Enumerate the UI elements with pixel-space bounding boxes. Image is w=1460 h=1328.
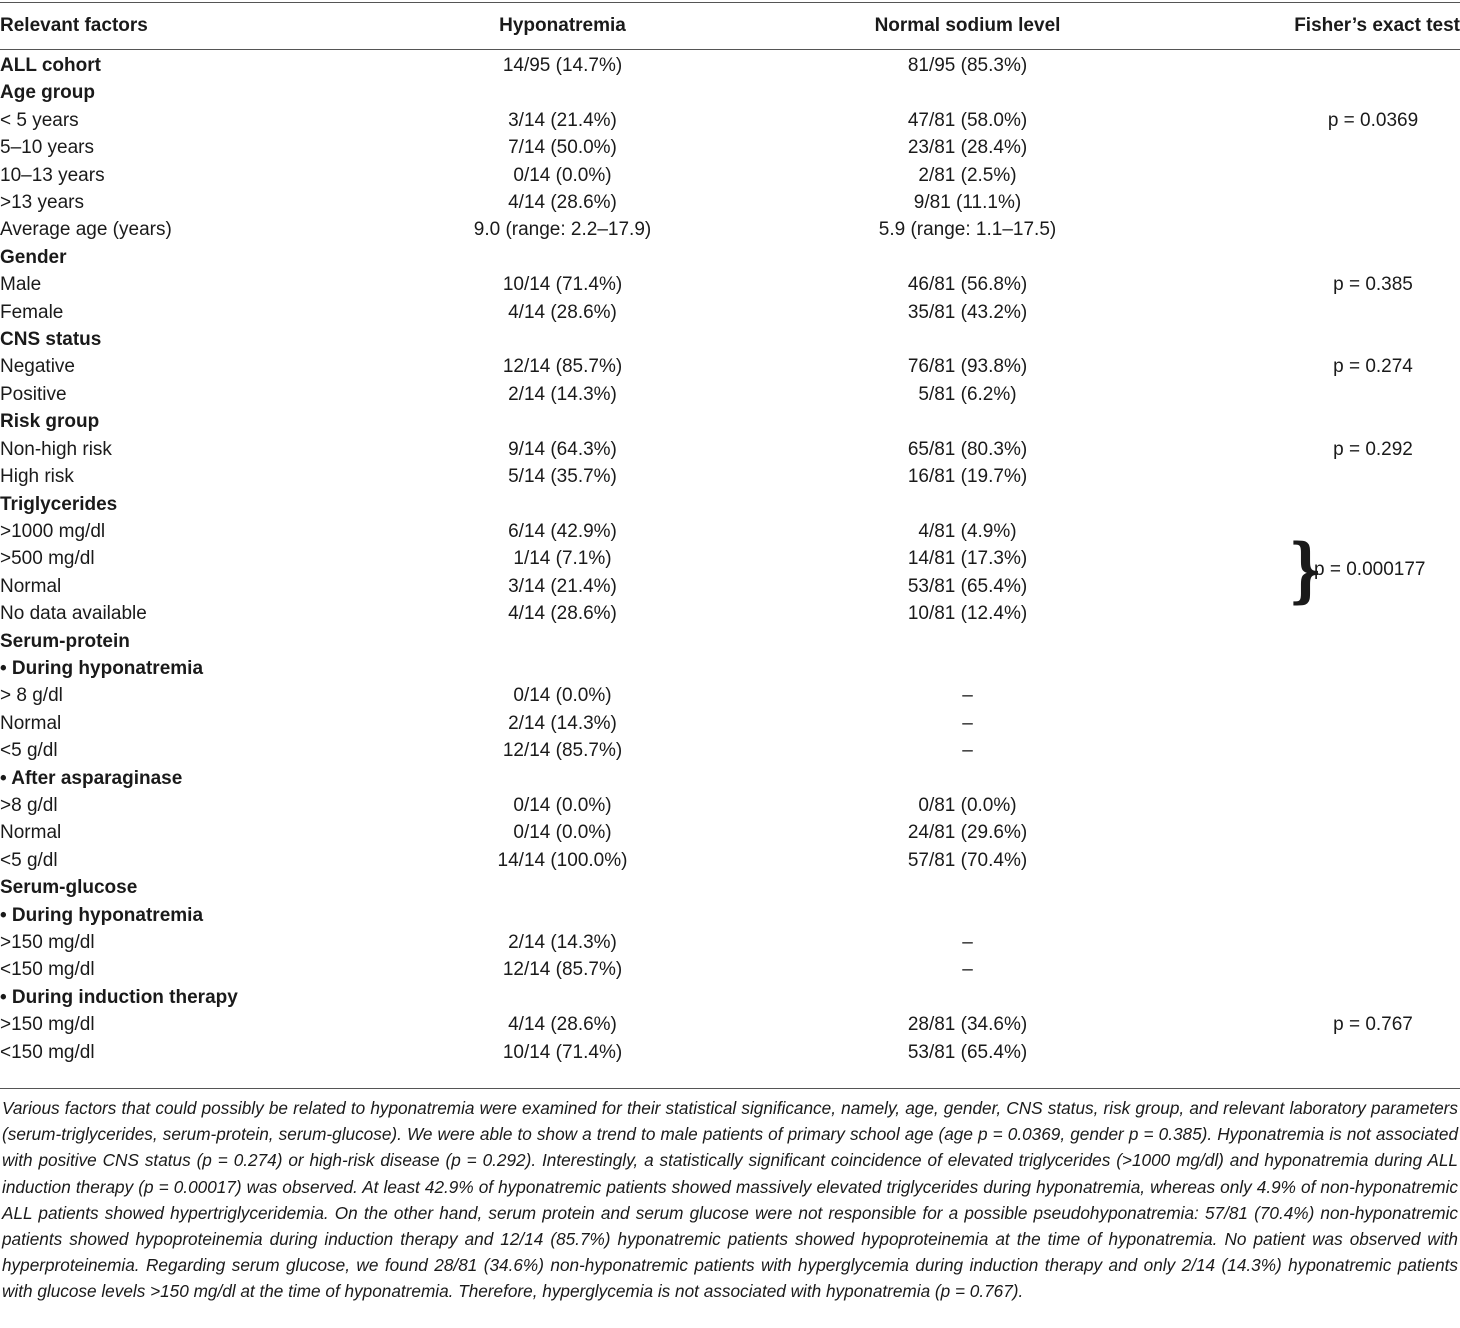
normal-sodium-value: 4/81 (4.9%): [918, 520, 1017, 542]
p-value: [1230, 792, 1460, 819]
p-value: [1230, 682, 1460, 709]
hyponatremia-value: [420, 984, 705, 1011]
p-value-text: p = 0.767: [1333, 1014, 1413, 1036]
p-value: [1230, 628, 1460, 655]
table-body: [0, 52, 1460, 1066]
table-row: [0, 874, 1460, 901]
normal-sodium-value: 0/81 (0.0%): [918, 794, 1017, 816]
table-row: [0, 107, 1460, 134]
normal-sodium-value: 5/81 (6.2%): [918, 383, 1017, 405]
table-bottom-rule: [0, 1088, 1460, 1089]
hyponatremia-value: 0/14 (0.0%): [513, 685, 612, 707]
p-value-text: p = 0.0369: [1327, 109, 1419, 131]
p-value: [1230, 929, 1460, 956]
p-value: [1230, 52, 1460, 79]
header-relevant-factors: Relevant factors: [0, 15, 148, 36]
p-value: [1230, 847, 1460, 874]
hyponatremia-value: 2/14 (14.3%): [508, 712, 617, 734]
header-fishers-test: Fisher’s exact test: [1294, 15, 1460, 36]
p-value: [1230, 244, 1460, 271]
hyponatremia-value: 7/14 (50.0%): [508, 137, 617, 159]
hyponatremia-value: 9/14 (64.3%): [508, 438, 617, 460]
p-value: [1230, 1011, 1460, 1038]
hyponatremia-value: 3/14 (21.4%): [508, 575, 617, 597]
p-value: [1230, 710, 1460, 737]
hyponatremia-value: [420, 628, 705, 655]
hyponatremia-value: 4/14 (28.6%): [508, 301, 617, 323]
table-row: [0, 545, 1460, 572]
table-row: [0, 244, 1460, 271]
row-label: • During induction therapy: [0, 986, 238, 1008]
p-value: [1230, 326, 1460, 353]
p-value: [1230, 216, 1460, 243]
row-label: <150 mg/dl: [0, 959, 95, 981]
hyponatremia-value: [420, 408, 705, 435]
header-normal-sodium: Normal sodium level: [874, 15, 1061, 36]
hyponatremia-value: [420, 902, 705, 929]
hyponatremia-value: 3/14 (21.4%): [508, 109, 617, 131]
table-row: [0, 134, 1460, 161]
row-label: >8 g/dl: [0, 794, 58, 816]
normal-sodium-value: 28/81 (34.6%): [907, 1014, 1028, 1036]
normal-sodium-value: –: [962, 932, 973, 953]
hyponatremia-value: 0/14 (0.0%): [513, 164, 612, 186]
row-label: Serum-protein: [0, 630, 130, 652]
p-value-text: p = 0.274: [1333, 356, 1413, 378]
normal-sodium-value: [705, 79, 1230, 106]
hyponatremia-value: 9.0 (range: 2.2–17.9): [473, 219, 652, 241]
normal-sodium-value: 81/95 (85.3%): [907, 55, 1028, 76]
p-value: [1230, 737, 1460, 764]
normal-sodium-value: 47/81 (58.0%): [907, 109, 1028, 131]
p-value: [1230, 134, 1460, 161]
hyponatremia-value: 4/14 (28.6%): [508, 192, 617, 214]
hyponatremia-value: 12/14 (85.7%): [502, 959, 623, 981]
row-label: Male: [0, 274, 42, 296]
header-hyponatremia: Hyponatremia: [499, 15, 626, 36]
row-label: Normal: [0, 822, 62, 844]
table-row: [0, 216, 1460, 243]
normal-sodium-value: 65/81 (80.3%): [907, 438, 1028, 460]
normal-sodium-value: 14/81 (17.3%): [907, 548, 1028, 570]
normal-sodium-value: [705, 902, 1230, 929]
normal-sodium-value: [705, 326, 1230, 353]
hyponatremia-value: 10/14 (71.4%): [502, 274, 623, 296]
p-value: [1230, 655, 1460, 682]
hyponatremia-value: 2/14 (14.3%): [508, 932, 617, 953]
hyponatremia-value: 14/14 (100.0%): [497, 849, 628, 871]
hyponatremia-value: 12/14 (85.7%): [502, 356, 623, 378]
p-value: [1230, 874, 1460, 901]
row-label: Normal: [0, 575, 62, 597]
p-value: [1230, 271, 1460, 298]
table-row: [0, 408, 1460, 435]
p-value: [1230, 107, 1460, 134]
p-value: [1230, 819, 1460, 846]
normal-sodium-value: 35/81 (43.2%): [907, 301, 1028, 323]
hyponatremia-value: 2/14 (14.3%): [508, 383, 617, 405]
normal-sodium-value: –: [962, 712, 973, 734]
table-row: [0, 436, 1460, 463]
normal-sodium-value: –: [962, 959, 973, 981]
table-row: [0, 573, 1460, 600]
normal-sodium-value: [705, 765, 1230, 792]
table-row: [0, 600, 1460, 627]
triglycerides-p-value: p = 0.000177: [1314, 559, 1426, 580]
normal-sodium-value: 57/81 (70.4%): [907, 849, 1028, 871]
table-row: [0, 79, 1460, 106]
row-label: Average age (years): [0, 219, 172, 241]
p-value: [1230, 765, 1460, 792]
table-row: [0, 189, 1460, 216]
table-row: [0, 1011, 1460, 1038]
hyponatremia-value: [420, 326, 705, 353]
row-label: Triglycerides: [0, 493, 118, 515]
table-row: [0, 655, 1460, 682]
row-label: • After asparaginase: [0, 767, 183, 789]
table-row: [0, 819, 1460, 846]
table-row: [0, 847, 1460, 874]
row-label: Normal: [0, 712, 62, 734]
hyponatremia-value: [420, 765, 705, 792]
normal-sodium-value: 2/81 (2.5%): [918, 164, 1017, 186]
row-label: Serum-glucose: [0, 877, 138, 899]
normal-sodium-value: 23/81 (28.4%): [907, 137, 1028, 159]
table-row: [0, 682, 1460, 709]
row-label: • During hyponatremia: [0, 657, 204, 679]
p-value: [1230, 600, 1460, 627]
table-row: [0, 299, 1460, 326]
row-label: Gender: [0, 246, 67, 268]
normal-sodium-value: 53/81 (65.4%): [907, 1041, 1028, 1063]
table-row: [0, 737, 1460, 764]
row-label: Non-high risk: [0, 438, 112, 460]
row-label: >13 years: [0, 192, 84, 214]
table-row: [0, 353, 1460, 380]
row-label: • During hyponatremia: [0, 904, 204, 926]
table-row: [0, 792, 1460, 819]
p-value-text: p = 0.385: [1333, 274, 1413, 296]
hyponatremia-value: 1/14 (7.1%): [513, 548, 612, 570]
p-value: [1230, 189, 1460, 216]
hyponatremia-value: 14/95 (14.7%): [502, 55, 623, 76]
p-value: [1230, 902, 1460, 929]
normal-sodium-value: 16/81 (19.7%): [907, 466, 1028, 488]
row-label: Negative: [0, 356, 75, 378]
normal-sodium-value: 24/81 (29.6%): [907, 822, 1028, 844]
normal-sodium-value: 5.9 (range: 1.1–17.5): [878, 219, 1057, 241]
p-value: [1230, 436, 1460, 463]
p-value: [1230, 491, 1460, 518]
p-value: [1230, 1039, 1460, 1066]
normal-sodium-value: [705, 491, 1230, 518]
row-label: Positive: [0, 383, 67, 405]
normal-sodium-value: 9/81 (11.1%): [913, 192, 1022, 214]
normal-sodium-value: [705, 244, 1230, 271]
row-label: >150 mg/dl: [0, 932, 95, 953]
hyponatremia-value: [420, 491, 705, 518]
row-label: Female: [0, 301, 64, 323]
row-label: CNS status: [0, 329, 102, 351]
table-row: [0, 52, 1460, 79]
row-label: Age group: [0, 82, 95, 104]
table-row: [0, 710, 1460, 737]
hyponatremia-value: 4/14 (28.6%): [508, 603, 617, 625]
hyponatremia-value: 0/14 (0.0%): [513, 822, 612, 844]
p-value: [1230, 79, 1460, 106]
row-label: Risk group: [0, 411, 100, 433]
table-row: [0, 162, 1460, 189]
table-row: [0, 765, 1460, 792]
hyponatremia-value: [420, 655, 705, 682]
normal-sodium-value: 53/81 (65.4%): [907, 575, 1028, 597]
table-row: [0, 956, 1460, 983]
row-label: 10–13 years: [0, 164, 105, 186]
table-row: [0, 381, 1460, 408]
row-label: <5 g/dl: [0, 849, 58, 871]
table-header-row: [0, 0, 1460, 52]
table-row: [0, 984, 1460, 1011]
normal-sodium-value: [705, 628, 1230, 655]
p-value: [1230, 463, 1460, 490]
row-label: No data available: [0, 603, 147, 625]
table-row: [0, 929, 1460, 956]
row-label: High risk: [0, 466, 74, 488]
hyponatremia-value: 5/14 (35.7%): [508, 466, 617, 488]
table-row: [0, 628, 1460, 655]
row-label: 5–10 years: [0, 137, 95, 159]
row-label: <150 mg/dl: [0, 1041, 95, 1063]
p-value: [1230, 408, 1460, 435]
table-row: [0, 271, 1460, 298]
row-label: ALL cohort: [0, 55, 101, 76]
table-row: [0, 491, 1460, 518]
hyponatremia-value: [420, 79, 705, 106]
row-label: >150 mg/dl: [0, 1014, 95, 1036]
table-row: [0, 1039, 1460, 1066]
curly-brace-icon: }: [1288, 528, 1323, 611]
p-value: [1230, 381, 1460, 408]
hyponatremia-value: [420, 874, 705, 901]
normal-sodium-value: –: [962, 685, 973, 707]
hyponatremia-value: [420, 244, 705, 271]
normal-sodium-value: [705, 874, 1230, 901]
normal-sodium-value: [705, 655, 1230, 682]
p-value: [1230, 353, 1460, 380]
p-value: [1230, 956, 1460, 983]
p-value: [1230, 299, 1460, 326]
normal-sodium-value: –: [962, 740, 973, 762]
table-row: [0, 463, 1460, 490]
table-row: [0, 326, 1460, 353]
hyponatremia-value: 4/14 (28.6%): [508, 1014, 617, 1036]
normal-sodium-value: 46/81 (56.8%): [907, 274, 1028, 296]
hyponatremia-value: 12/14 (85.7%): [502, 740, 623, 762]
normal-sodium-value: 10/81 (12.4%): [907, 603, 1028, 625]
table-caption: Various factors that could possibly be related to hyponatremia were examined for their statistical significance, namely, age, gender, CNS status, risk group, and relevant laboratory parameters (serum-triglycerides, serum-protein, serum-glucose). We were able to show a trend to male patients of primary school age (age p = 0.0369, gender p = 0.385). Hyponatremia is not associated with positive CNS status (p = 0.274) or high-risk disease (p = 0.292). Interestingly, a statistically significant coincidence of elevated triglycerides (>1000 mg/dl) and hyponatremia during ALL induction therapy (p = 0.00017) was observed. At least 42.9% of hyponatremic patients showed massively elevated triglycerides during hyponatremia, whereas only 4.9% of non-hyponatremic ALL patients showed hypertriglyceridemia. On the other hand, serum protein and serum glucose were not responsible for a possible pseudohyponatremia: 57/81 (70.4%) non-hyponatremic patients showed hypoproteinemia during induction therapy and 12/14 (85.7%) hyponatremic patients showed hypoproteinemia at the time of hyponatremia. No patient was observed with hyperproteinemia. Regarding serum glucose, we found 28/81 (34.6%) non-hyponatremic patients with hyperglycemia during induction therapy and only 2/14 (14.3%) hyponatremic patients with glucose levels >150 mg/dl at the time of hyponatremia. Therefore, hyperglycemia is not associated with hyponatremia (p = 0.767).: [2, 1098, 1458, 1302]
row-label: >500 mg/dl: [0, 548, 95, 570]
hyponatremia-value: 0/14 (0.0%): [513, 794, 612, 816]
p-value: [1230, 518, 1460, 545]
row-label: <5 g/dl: [0, 740, 58, 762]
table-row: [0, 902, 1460, 929]
table-row: [0, 518, 1460, 545]
row-label: > 8 g/dl: [0, 685, 63, 707]
normal-sodium-value: 76/81 (93.8%): [907, 356, 1028, 378]
normal-sodium-value: [705, 408, 1230, 435]
hyponatremia-value: 6/14 (42.9%): [508, 520, 617, 542]
p-value: [1230, 162, 1460, 189]
p-value: [1230, 984, 1460, 1011]
row-label: >1000 mg/dl: [0, 520, 106, 542]
hyponatremia-value: 10/14 (71.4%): [502, 1041, 623, 1063]
row-label: < 5 years: [0, 109, 79, 131]
normal-sodium-value: [705, 984, 1230, 1011]
p-value-text: p = 0.292: [1333, 438, 1413, 460]
